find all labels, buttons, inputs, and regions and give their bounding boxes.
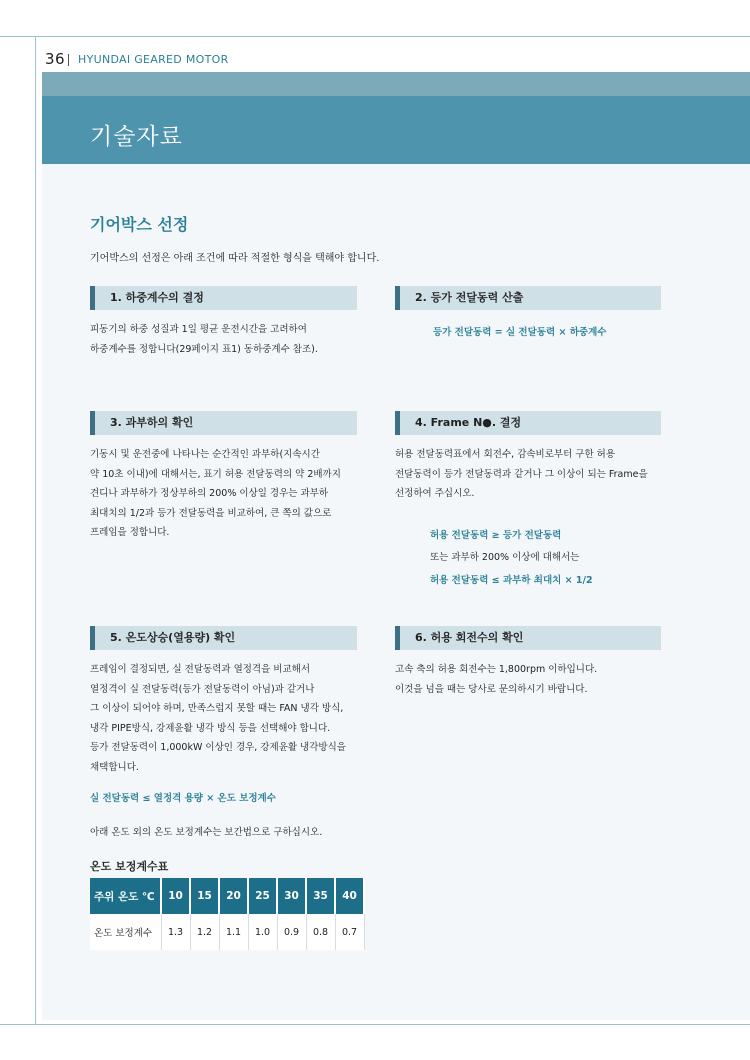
subhead-label: 5. 온도상승(열용량) 확인 bbox=[110, 631, 236, 644]
subhead-label: 1. 하중계수의 결정 bbox=[110, 291, 204, 304]
header-cell: 30 bbox=[277, 878, 306, 914]
table-row bbox=[90, 914, 364, 950]
subhead-marker bbox=[395, 411, 400, 435]
top-rule bbox=[0, 36, 750, 37]
table-cell: 0.8 bbox=[306, 914, 335, 950]
table-cell: 0.7 bbox=[335, 914, 364, 950]
banner-top-strip bbox=[42, 72, 750, 96]
text-line: 최대치의 1/2과 등가 전달동력을 비교하여, 큰 쪽의 값으로 bbox=[90, 507, 332, 519]
text-line: 이것을 넘을 때는 당사로 문의하시기 바랍니다. bbox=[395, 683, 588, 695]
text-line: 고속 축의 허용 회전수는 1,800rpm 이하입니다. bbox=[395, 664, 598, 675]
table-cell: 1.3 bbox=[161, 914, 190, 950]
brand-name: HYUNDAI GEARED MOTOR bbox=[78, 53, 229, 66]
overload-text bbox=[90, 445, 341, 543]
header-cell: 20 bbox=[219, 878, 248, 914]
section-title: 기어박스 선정 bbox=[90, 215, 189, 234]
text-line: 피동기의 하중 성질과 1일 평균 운전시간을 고려하여 bbox=[90, 324, 307, 335]
header-divider bbox=[68, 54, 69, 66]
text-line: 냉각 PIPE방식, 강제윤활 냉각 방식 등을 선택해야 합니다. bbox=[90, 722, 331, 734]
allowable-power-formula: 허용 전달동력 ≥ 등가 전달동력 bbox=[430, 530, 562, 541]
text-line: 채택합니다. bbox=[90, 761, 139, 773]
table-title: 온도 보정계수표 bbox=[90, 860, 169, 873]
table-cell: 1.1 bbox=[219, 914, 248, 950]
table-header-row bbox=[90, 878, 364, 914]
text-line: 약 10초 이내)에 대해서는, 표기 허용 전달동력의 약 2배까지 bbox=[90, 468, 341, 480]
subhead-overload bbox=[90, 411, 357, 435]
header-cell: 35 bbox=[306, 878, 335, 914]
table-cell: 1.2 bbox=[190, 914, 219, 950]
frame-no-text bbox=[395, 445, 648, 504]
subhead-allowable-speed bbox=[395, 626, 661, 650]
text-line: 선정하여 주십시오. bbox=[395, 488, 475, 500]
subhead-marker bbox=[90, 411, 95, 435]
subhead-label: 6. 허용 회전수의 확인 bbox=[415, 631, 524, 644]
subhead-equivalent-power bbox=[395, 286, 661, 310]
header-cell: 25 bbox=[248, 878, 277, 914]
text-line: 허용 전달동력표에서 회전수, 감속비로부터 구한 허용 bbox=[395, 449, 616, 460]
header-cell: 15 bbox=[190, 878, 219, 914]
text-line: 전달동력이 등가 전달동력과 같거나 그 이상이 되는 Frame을 bbox=[395, 468, 648, 480]
overload-power-formula: 허용 전달동력 ≤ 과부하 최대치 × 1/2 bbox=[430, 575, 593, 586]
text-line: 견디나 과부하가 정상부하의 200% 이상일 경우는 과부하 bbox=[90, 488, 328, 500]
left-rule bbox=[35, 36, 36, 1024]
section-intro: 기어박스의 선정은 아래 조건에 따라 적절한 형식을 택해야 합니다. bbox=[90, 253, 380, 264]
subhead-label: 4. Frame N●. 결정 bbox=[415, 416, 522, 429]
subhead-frame-no bbox=[395, 411, 661, 435]
text-line: 열정격이 실 전달동력(등가 전달동력이 아님)과 같거나 bbox=[90, 683, 315, 695]
text-line: 하중계수를 정합니다(29페이지 표1) 동하중계수 참조). bbox=[90, 343, 318, 355]
table-cell: 0.9 bbox=[277, 914, 306, 950]
temperature-factor-table bbox=[90, 878, 365, 950]
load-factor-text bbox=[90, 320, 318, 359]
text-line: 그 이상이 되어야 하며, 만족스럽지 못할 때는 FAN 냉각 방식, bbox=[90, 703, 344, 715]
text-line: 프레임이 결정되면, 실 전달동력과 열정격을 비교해서 bbox=[90, 664, 311, 675]
page-number: 36 bbox=[45, 50, 66, 68]
subhead-load-factor bbox=[90, 286, 357, 310]
equivalent-power-formula: 등가 전달동력 = 실 전달동력 × 하중계수 bbox=[433, 327, 607, 338]
row-label-cell: 온도 보정계수 bbox=[90, 914, 161, 950]
banner-title: 기술자료 bbox=[90, 124, 183, 150]
table-cell: 1.0 bbox=[248, 914, 277, 950]
subhead-label: 3. 과부하의 확인 bbox=[110, 416, 194, 429]
text-line: 프레임을 정합니다. bbox=[90, 527, 170, 539]
temperature-rise-text bbox=[90, 660, 346, 778]
bottom-rule bbox=[0, 1024, 750, 1025]
text-line: 기동시 및 운전중에 나타나는 순간적인 과부하(지속시간 bbox=[90, 449, 320, 460]
subhead-marker bbox=[90, 286, 95, 310]
subhead-marker bbox=[395, 286, 400, 310]
subhead-marker bbox=[90, 626, 95, 650]
thermal-capacity-formula: 실 전달동력 ≤ 열정격 용량 × 온도 보정계수 bbox=[90, 793, 276, 804]
text-line: 등가 전달동력이 1,000kW 이상인 경우, 강제윤활 냉각방식을 bbox=[90, 742, 346, 754]
header-cell-label: 주위 온도 ℃ bbox=[90, 878, 161, 914]
header-cell: 40 bbox=[335, 878, 364, 914]
subhead-label: 2. 등가 전달동력 산출 bbox=[415, 291, 524, 304]
interpolation-note: 아래 온도 외의 온도 보정계수는 보간법으로 구하십시오. bbox=[90, 827, 323, 838]
subhead-temperature-rise bbox=[90, 626, 357, 650]
overload-condition-text: 또는 과부하 200% 이상에 대해서는 bbox=[430, 552, 580, 563]
header-cell: 10 bbox=[161, 878, 190, 914]
subhead-marker bbox=[395, 626, 400, 650]
allowable-speed-text bbox=[395, 660, 597, 699]
